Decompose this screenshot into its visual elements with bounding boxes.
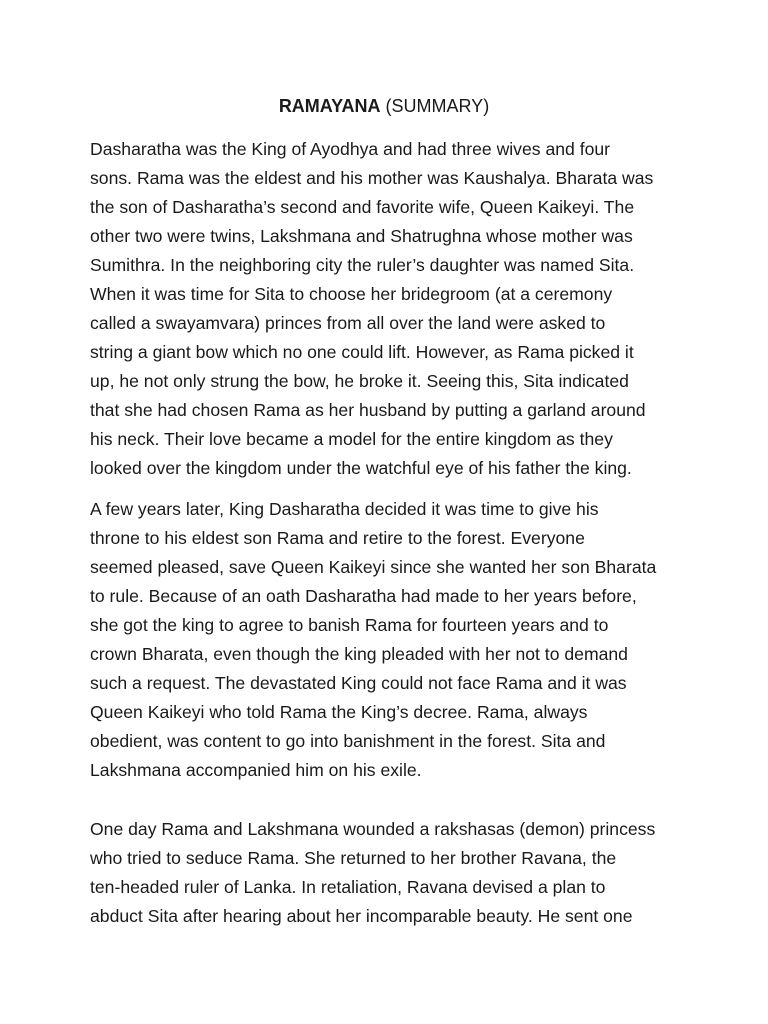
text-line: When it was time for Sita to choose her bridegroom (at a ceremony [90, 284, 613, 304]
text-line: called a swayamvara) princes from all over the land were asked to [90, 313, 606, 333]
text-line: that she had chosen Rama as her husband by putting a garland around [90, 400, 646, 420]
text-line: who tried to seduce Rama. She returned to her brother Ravana, the [90, 848, 617, 868]
text-line: the son of Dasharatha’s second and favorite wife, Queen Kaikeyi. The [90, 197, 635, 217]
title-bold: RAMAYANA [278, 96, 381, 116]
text-line: obedient, was content to go into banishment in the forest. Sita and [90, 731, 606, 751]
text-line: his neck. Their love became a model for the entire kingdom as they [90, 429, 613, 449]
paragraph-3 [90, 815, 684, 931]
paragraph-1 [90, 135, 684, 483]
text-line: she got the king to agree to banish Rama for fourteen years and to [90, 615, 609, 635]
text-line: A few years later, King Dasharatha decided it was time to give his [90, 499, 599, 519]
title-subtitle: (SUMMARY) [380, 96, 490, 116]
text-line: Sumithra. In the neighboring city the ruler’s daughter was named Sita. [90, 255, 635, 275]
text-line: crown Bharata, even though the king pleaded with her not to demand [90, 644, 628, 664]
text-line: looked over the kingdom under the watchful eye of his father the king. [90, 458, 632, 478]
text-line: up, he not only strung the bow, he broke it. Seeing this, Sita indicated [90, 371, 629, 391]
text-line: other two were twins, Lakshmana and Shatrughna whose mother was [90, 226, 633, 246]
text-line: such a request. The devastated King could not face Rama and it was [90, 673, 627, 693]
text-line: throne to his eldest son Rama and retire to the forest. Everyone [90, 528, 585, 548]
text-line: to rule. Because of an oath Dasharatha had made to her years before, [90, 586, 637, 606]
text-line: Dasharatha was the King of Ayodhya and had three wives and four [90, 139, 611, 159]
text-line: ten-headed ruler of Lanka. In retaliation, Ravana devised a plan to [90, 877, 606, 897]
text-line: abduct Sita after hearing about her incomparable beauty. He sent one [90, 906, 633, 926]
text-line: string a giant bow which no one could lift. However, as Rama picked it [90, 342, 634, 362]
text-line: Queen Kaikeyi who told Rama the King’s decree. Rama, always [90, 702, 588, 722]
document-title [0, 94, 768, 118]
text-line: Lakshmana accompanied him on his exile. [90, 760, 422, 780]
text-line: sons. Rama was the eldest and his mother was Kaushalya. Bharata was [90, 168, 654, 188]
paragraph-2 [90, 495, 684, 785]
text-line: One day Rama and Lakshmana wounded a rakshasas (demon) princess [90, 819, 656, 839]
text-line: seemed pleased, save Queen Kaikeyi since she wanted her son Bharata [90, 557, 657, 577]
